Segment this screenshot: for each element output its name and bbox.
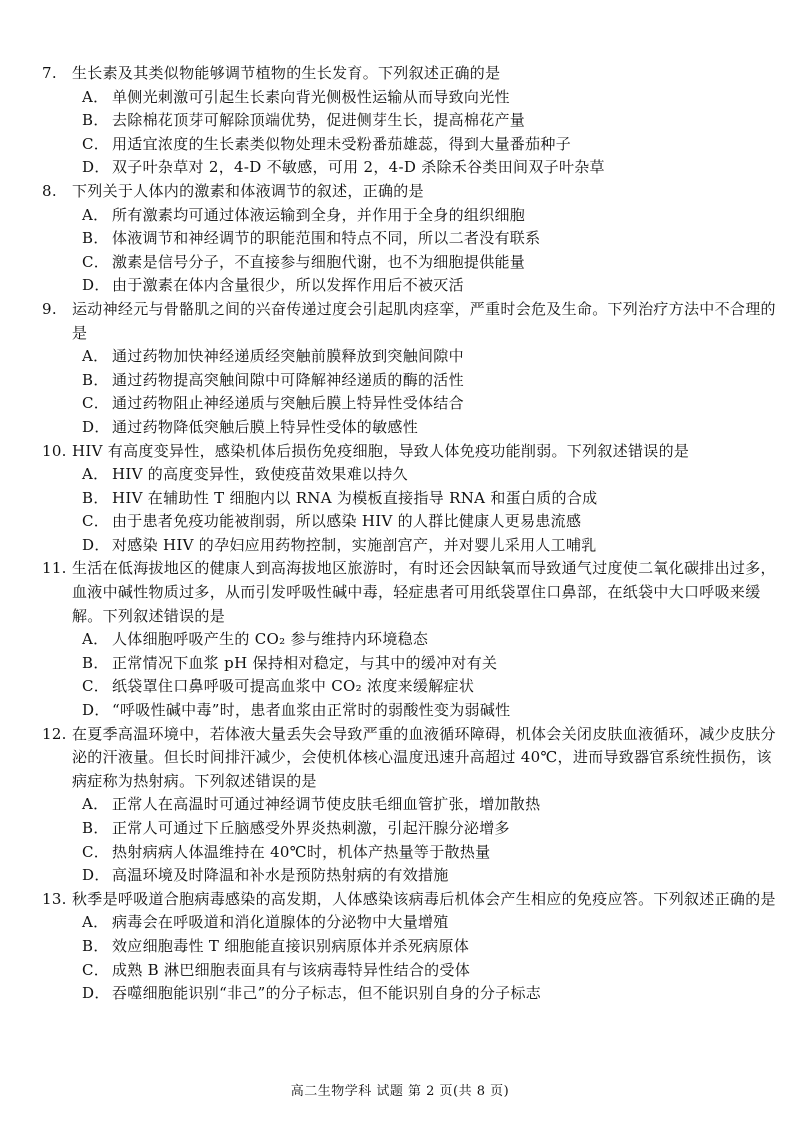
question-4	[42, 440, 778, 558]
option-label: B．	[82, 111, 109, 130]
option-text: 通过药物降低突触后膜上特异性受体的敏感性	[112, 417, 419, 436]
question-stem	[42, 723, 778, 794]
option-text: 病毒会在呼吸道和消化道腺体的分泌物中大量增殖	[112, 913, 449, 932]
option-label: A．	[82, 87, 109, 106]
question-6	[42, 723, 778, 888]
answer-option	[42, 699, 778, 723]
option-text: 通过药物提高突触间隙中可降解神经递质的酶的活性	[112, 370, 464, 389]
option-label: A．	[82, 795, 109, 814]
question-stem	[42, 298, 778, 345]
question-list	[42, 62, 778, 1006]
answer-option	[42, 864, 778, 888]
option-text: 正常情况下血浆 pH 保持相对稳定，与其中的缓冲对有关	[112, 653, 498, 672]
question-number: 11.	[42, 559, 67, 578]
option-text: 成熟 B 淋巴细胞表面具有与该病毒特异性结合的受体	[112, 960, 471, 979]
page-footer: 高二生物学科 试题 第 2 页(共 8 页)	[290, 1084, 510, 1099]
question-stem-text: 运动神经元与骨骼肌之间的兴奋传递过度会引起肌肉痉挛，严重时会危及生命。下列治疗方法中不合理的是	[72, 299, 776, 342]
option-text: 人体细胞呼吸产生的 CO₂ 参与维持内环境稳态	[112, 630, 429, 649]
option-label: B．	[82, 370, 109, 389]
option-text: 通过药物阻止神经递质与突触后膜上特异性受体结合	[112, 394, 464, 413]
question-stem	[42, 888, 778, 912]
question-3	[42, 298, 778, 440]
option-label: B．	[82, 936, 109, 955]
question-stem	[42, 180, 778, 204]
option-text: 吞噬细胞能识别“非己”的分子标志，但不能识别自身的分子标志	[112, 984, 542, 1003]
answer-option	[42, 959, 778, 983]
option-label: B．	[82, 488, 109, 507]
option-label: D．	[82, 417, 110, 436]
answer-option	[42, 274, 778, 298]
answer-option	[42, 204, 778, 228]
option-text: 纸袋罩住口鼻呼吸可提高血浆中 CO₂ 浓度来缓解症状	[112, 677, 475, 696]
option-label: B．	[82, 229, 109, 248]
question-stem-text: 在夏季高温环境中，若体液大量丢失会导致严重的血液循环障碍，机体会关闭皮肤血液循环，减少皮肤分泌的汗液量。但长时间排汗减少，会使机体核心温度迅速升高超过 40℃，进而导致器官系统性损伤，该病症称为热射病。下列叙述错误的是	[72, 724, 776, 790]
option-text: “呼吸性碱中毒”时，患者血浆由正常时的弱酸性变为弱碱性	[112, 701, 511, 720]
option-label: D．	[82, 701, 110, 720]
question-number: 9.	[42, 299, 57, 318]
option-text: 由于激素在体内含量很少，所以发挥作用后不被灭活	[112, 276, 464, 295]
option-label: C．	[82, 842, 110, 861]
question-5	[42, 557, 778, 722]
question-stem-text: 秋季是呼吸道合胞病毒感染的高发期，人体感染该病毒后机体会产生相应的免疫应答。下列叙述正确的是	[72, 889, 776, 908]
option-label: A．	[82, 205, 109, 224]
answer-option	[42, 817, 778, 841]
answer-option	[42, 369, 778, 393]
option-label: D．	[82, 866, 110, 885]
question-stem-text: 生长素及其类似物能够调节植物的生长发育。下列叙述正确的是	[72, 64, 501, 82]
option-label: A．	[82, 913, 109, 932]
option-label: D．	[82, 276, 110, 295]
option-label: D．	[82, 158, 110, 177]
answer-option	[42, 109, 778, 133]
option-label: C．	[82, 394, 110, 413]
option-label: C．	[82, 677, 110, 696]
question-stem-text: 下列关于人体内的激素和体液调节的叙述，正确的是	[72, 181, 424, 200]
option-label: C．	[82, 512, 110, 531]
option-label: C．	[82, 134, 110, 153]
option-label: B．	[82, 653, 109, 672]
answer-option	[42, 416, 778, 440]
option-label: A．	[82, 347, 109, 366]
answer-option	[42, 793, 778, 817]
question-stem	[42, 440, 778, 464]
option-text: 由于患者免疫功能被削弱，所以感染 HIV 的人群比健康人更易患流感	[112, 512, 582, 531]
answer-option	[42, 911, 778, 935]
question-stem	[42, 557, 778, 628]
option-text: 热射病病人体温维持在 40℃时，机体产热量等于散热量	[112, 842, 491, 861]
answer-option	[42, 133, 778, 157]
option-text: 体液调节和神经调节的职能范围和特点不同，所以二者没有联系	[112, 229, 541, 248]
option-text: 通过药物加快神经递质经突触前膜释放到突触间隙中	[112, 347, 464, 366]
option-text: 用适宜浓度的生长素类似物处理未受粉番茄雄蕊，得到大量番茄种子	[112, 134, 572, 153]
answer-option	[42, 463, 778, 487]
question-number: 13.	[42, 889, 67, 908]
option-text: HIV 在辅助性 T 细胞内以 RNA 为模板直接指导 RNA 和蛋白质的合成	[112, 488, 598, 507]
question-1	[42, 62, 778, 180]
option-label: D．	[82, 535, 110, 554]
option-text: 激素是信号分子，不直接参与细胞代谢，也不为细胞提供能量	[112, 252, 526, 271]
option-text: 所有激素均可通过体液运输到全身，并作用于全身的组织细胞	[112, 205, 526, 224]
answer-option	[42, 841, 778, 865]
answer-option	[42, 675, 778, 699]
answer-option	[42, 86, 778, 110]
answer-option	[42, 935, 778, 959]
answer-option	[42, 652, 778, 676]
question-number: 10.	[42, 441, 67, 460]
option-text: 单侧光刺激可引起生长素向背光侧极性运输从而导致向光性	[112, 87, 510, 106]
option-text: 高温环境及时降温和补水是预防热射病的有效措施	[112, 866, 449, 885]
question-7	[42, 888, 778, 1006]
answer-option	[42, 628, 778, 652]
question-2	[42, 180, 778, 298]
answer-option	[42, 227, 778, 251]
question-number: 8.	[42, 181, 57, 200]
option-label: B．	[82, 819, 109, 837]
question-stem-text: 生活在低海拔地区的健康人到高海拔地区旅游时，有时还会因缺氧而导致通气过度使二氧化碳排出过多，血液中碱性物质过多，从而引发呼吸性碱中毒，轻症患者可用纸袋罩住口鼻部，在纸袋中大口呼吸来缓解。下列叙述错误的是	[72, 559, 776, 625]
option-label: D．	[82, 984, 110, 1003]
question-number: 7.	[42, 64, 57, 82]
option-text: 正常人可通过下丘脑感受外界炎热刺激，引起汗腺分泌增多	[112, 819, 510, 837]
answer-option	[42, 982, 778, 1006]
answer-option	[42, 510, 778, 534]
answer-option	[42, 534, 778, 558]
option-text: 双子叶杂草对 2，4-D 不敏感，可用 2，4-D 杀除禾谷类田间双子叶杂草	[112, 158, 605, 177]
option-text: 去除棉花顶芽可解除顶端优势，促进侧芽生长，提高棉花产量	[112, 111, 526, 130]
option-text: 对感染 HIV 的孕妇应用药物控制，实施剖宫产，并对婴儿采用人工哺乳	[112, 535, 597, 554]
answer-option	[42, 392, 778, 416]
question-number: 12.	[42, 724, 67, 743]
answer-option	[42, 487, 778, 511]
option-label: C．	[82, 960, 110, 979]
answer-option	[42, 251, 778, 275]
question-stem	[42, 62, 778, 86]
option-label: C．	[82, 252, 110, 271]
answer-option	[42, 156, 778, 180]
option-text: HIV 的高度变异性，致使疫苗效果难以持久	[112, 465, 408, 484]
option-text: 效应细胞毒性 T 细胞能直接识别病原体并杀死病原体	[112, 936, 470, 955]
answer-option	[42, 345, 778, 369]
option-text: 正常人在高温时可通过神经调节使皮肤毛细血管扩张，增加散热	[112, 795, 541, 814]
question-stem-text: HIV 有高度变异性，感染机体后损伤免疫细胞，导致人体免疫功能削弱。下列叙述错误的是	[72, 441, 690, 460]
option-label: A．	[82, 630, 109, 649]
option-label: A．	[82, 465, 109, 484]
